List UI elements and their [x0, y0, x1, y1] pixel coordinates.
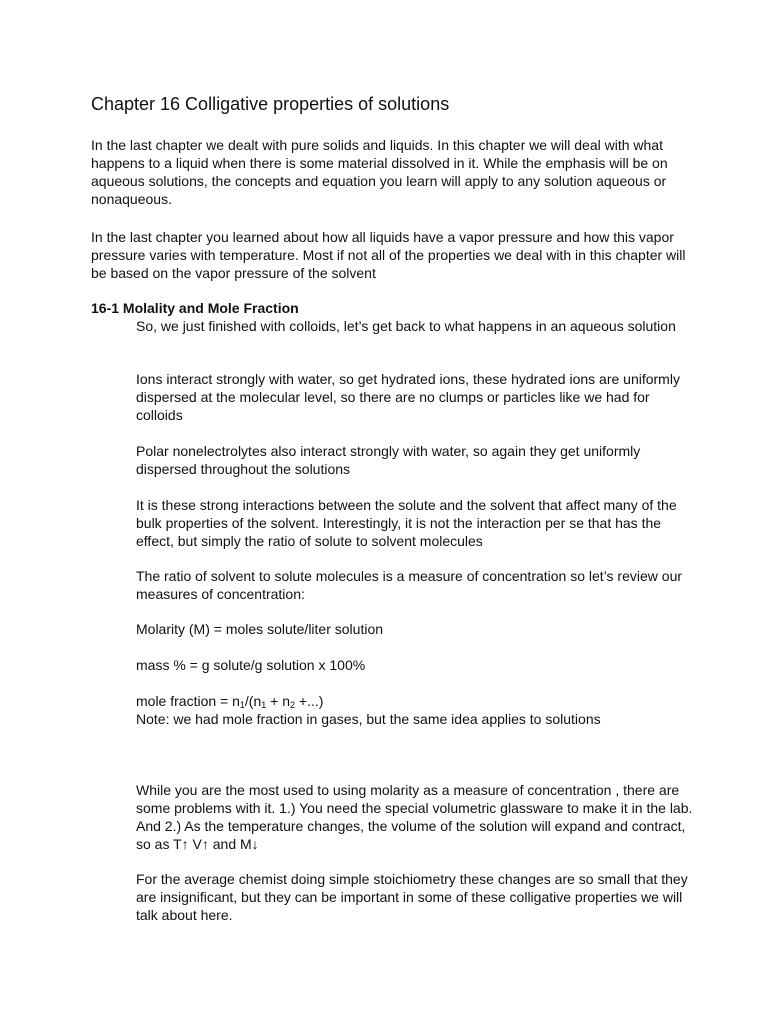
mole-fraction-mid-2: + n	[266, 693, 291, 709]
mole-fraction-suffix: +...)	[295, 693, 324, 709]
subscript-2: 1	[261, 700, 267, 710]
mass-percent-definition: mass % = g solute/g solution x 100%	[136, 657, 366, 673]
section-paragraph-3: Polar nonelectrolytes also interact strongly with water, so again they get uniformly dispersed throughout the solutions	[136, 443, 641, 477]
mole-fraction-mid-1: /(n	[244, 693, 262, 709]
subscript-3: 2	[290, 700, 296, 710]
mole-fraction-note: Note: we had mole fraction in gases, but the same idea applies to solutions	[136, 711, 601, 727]
section-heading: 16-1 Molality and Mole Fraction	[91, 300, 299, 316]
intro-paragraph-1: In the last chapter we dealt with pure solids and liquids. In this chapter we will deal with what happens to a liquid when there is some material dissolved in it. While the emphasis will be on aqueous solutions, the concepts and equation you learn will apply to any solution aqueous or nonaqueous.	[91, 137, 668, 207]
section-paragraph-1: So, we just finished with colloids, let’s get back to what happens in an aqueous solution	[136, 318, 676, 334]
chapter-title: Chapter 16 Colligative properties of solutions	[91, 94, 450, 114]
stoichiometry-paragraph: For the average chemist doing simple stoichiometry these changes are so small that they are insignificant, but they can be important in some of these colligative properties we will talk about here.	[136, 871, 688, 923]
subscript-1: 1	[239, 700, 245, 710]
intro-paragraph-2: In the last chapter you learned about how all liquids have a vapor pressure and how this vapor pressure varies with temperature. Most if not all of the properties we deal with in this chapter will be based on the vapor pressure of the solvent	[91, 229, 686, 281]
section-paragraph-4: It is these strong interactions between the solute and the solvent that affect many of the bulk properties of the solvent. Interestingly, it is not the interaction per se that has the effect, but simply the ratio of solute to solvent molecules	[136, 497, 677, 549]
mole-fraction-definition	[136, 692, 696, 710]
molarity-definition: Molarity (M) = moles solute/liter solution	[136, 621, 384, 637]
molarity-problems-paragraph: While you are the most used to using molarity as a measure of concentration , there are some problems with it. 1.) You need the special volumetric glassware to make it in the lab. And 2.) As the temperature changes, the volume of the solution will expand and contract, so as T↑ V↑ and M↓	[136, 782, 693, 852]
section-paragraph-2: Ions interact strongly with water, so get hydrated ions, these hydrated ions are uniformly dispersed at the molecular level, so there are no clumps or particles like we had for colloids	[136, 371, 680, 423]
mole-fraction-prefix: mole fraction = n	[136, 693, 240, 709]
section-paragraph-5: The ratio of solvent to solute molecules is a measure of concentration so let’s review our measures of concentration:	[136, 568, 683, 602]
